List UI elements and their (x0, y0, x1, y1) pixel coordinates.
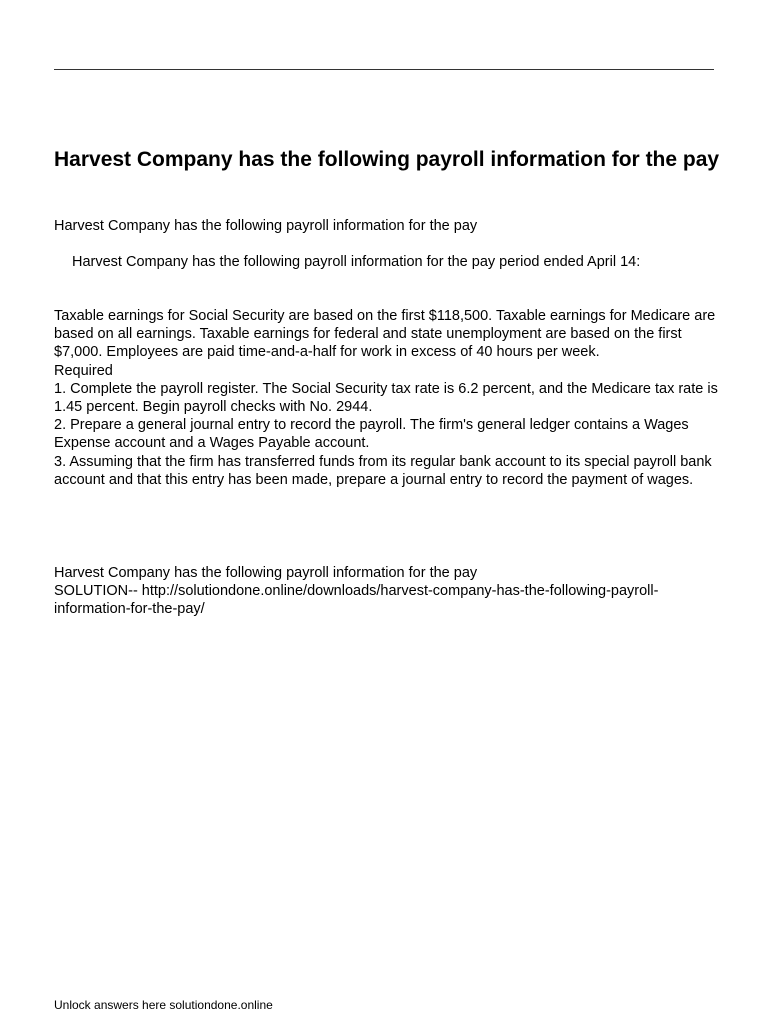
page-title: Harvest Company has the following payroll information for the pay (54, 148, 720, 171)
solution-link[interactable]: SOLUTION-- http://solutiondone.online/downloads/harvest-company-has-the-following-payroll-information-for-the-pay/ (54, 583, 659, 618)
solution-block (54, 564, 724, 619)
required-label: Required (54, 362, 113, 379)
requirement-3: 3. Assuming that the firm has transferred funds from its regular bank account to its special payroll bank account and that this entry has been made, prepare a journal entry to record the payment of wages. (54, 453, 712, 488)
requirement-2: 2. Prepare a general journal entry to record the payroll. The firm's general ledger contains a Wages Expense account and a Wages Payable account. (54, 417, 689, 452)
intro-paragraph: Harvest Company has the following payroll information for the pay period ended April 14: (72, 254, 641, 270)
requirement-1: 1. Complete the payroll register. The Social Security tax rate is 6.2 percent, and the Medicare tax rate is 1.45 percent. Begin payroll checks with No. 2944. (54, 380, 718, 416)
header-divider (54, 69, 714, 70)
problem-body (54, 307, 724, 489)
subtitle: Harvest Company has the following payroll information for the pay (54, 218, 478, 234)
footer-text: Unlock answers here solutiondone.online (54, 998, 273, 1012)
solution-heading: Harvest Company has the following payroll information for the pay (54, 565, 478, 581)
problem-description: Taxable earnings for Social Security are based on the first $118,500. Taxable earnings for Medicare are based on all earnings. Taxable earnings for federal and state unemployment are based on the first $7,000. Employees are paid time-and-a-half for work in excess of 40 hours per week. (54, 308, 716, 361)
